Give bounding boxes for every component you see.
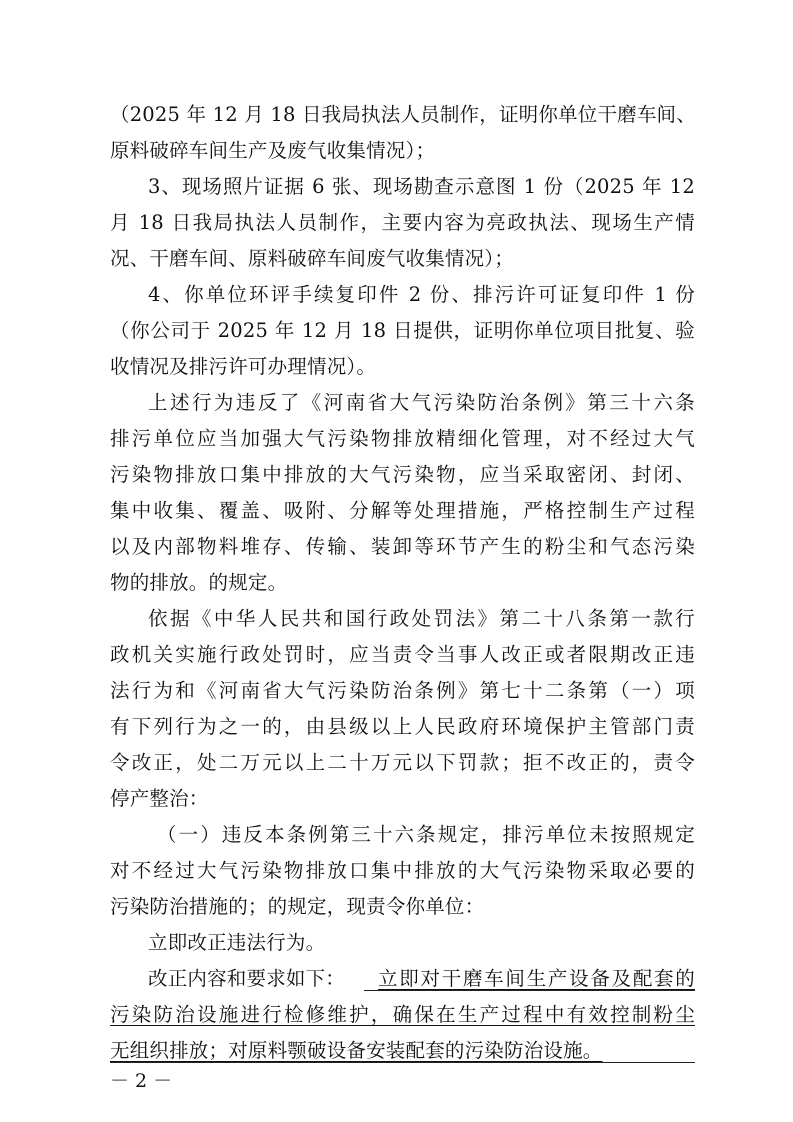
text-line: 令改正，处二万元以上二十万元以下罚款；拒不改正的，责令 — [110, 751, 695, 774]
text-line: 对不经过大气污染物排放口集中排放的大气污染物采取必要的 — [110, 859, 695, 882]
fill-underline — [364, 990, 695, 991]
text-line: （2025 年 12 月 18 日我局执法人员制作，证明你单位干磨车间、 — [110, 103, 696, 126]
underlined-text-line: 立即对干磨车间生产设备及配套的 — [378, 967, 695, 990]
text-line: 月 18 日我局执法人员制作，主要内容为亮政执法、现场生产情 — [110, 211, 695, 234]
text-line: 收情况及排污许可办理情况）。 — [110, 355, 377, 378]
text-line: 排污单位应当加强大气污染物排放精细化管理，对不经过大气 — [110, 427, 695, 450]
text-line: 上述行为违反了《河南省大气污染防治条例》第三十六条 — [148, 391, 695, 414]
text-line: 以及内部物料堆存、传输、装卸等环节产生的粉尘和气态污染 — [110, 535, 695, 558]
text-line: 有下列行为之一的，由县级以上人民政府环境保护主管部门责 — [110, 715, 695, 738]
fill-underline — [110, 1062, 695, 1063]
page-number: － 2 － — [110, 1070, 173, 1092]
text-line: 原料破碎车间生产及废气收集情况）； — [110, 139, 436, 162]
text-line: 立即改正违法行为。 — [148, 931, 326, 954]
text-line: 污染物排放口集中排放的大气污染物，应当采取密闭、封闭、 — [110, 463, 695, 486]
text-line: 3、现场照片证据 6 张、现场勘查示意图 1 份（2025 年 12 — [148, 175, 695, 198]
text-line: 集中收集、覆盖、吸附、分解等处理措施，严格控制生产过程 — [110, 499, 695, 522]
text-line: 政机关实施行政处罚时，应当责令当事人改正或者限期改正违 — [110, 643, 695, 666]
underlined-text-line: 污染防治设施进行检修维护，确保在生产过程中有效控制粉尘 — [110, 1003, 695, 1026]
underlined-text-line: 无组织排放；对原料颚破设备安装配套的污染防治设施。 — [110, 1039, 603, 1062]
text-line: （你公司于 2025 年 12 月 18 日提供，证明你单位项目批复、验 — [110, 319, 695, 342]
text-line: 污染防治措施的；的规定，现责令你单位： — [110, 895, 485, 918]
text-line: 4、你单位环评手续复印件 2 份、排污许可证复印件 1 份 — [148, 283, 695, 306]
text-line: （一）违反本条例第三十六条规定，排污单位未按照规定 — [157, 823, 695, 846]
text-line: 依据《中华人民共和国行政处罚法》第二十八条第一款行 — [148, 607, 695, 630]
text-line: 法行为和《河南省大气污染防治条例》第七十二条第（一）项 — [110, 679, 695, 702]
text-line: 停产整治： — [110, 787, 209, 810]
text-line: 改正内容和要求如下： — [148, 967, 346, 990]
text-line: 物的排放。的规定。 — [110, 571, 288, 594]
text-line: 况、干磨车间、原料破碎车间废气收集情况）； — [110, 247, 514, 270]
